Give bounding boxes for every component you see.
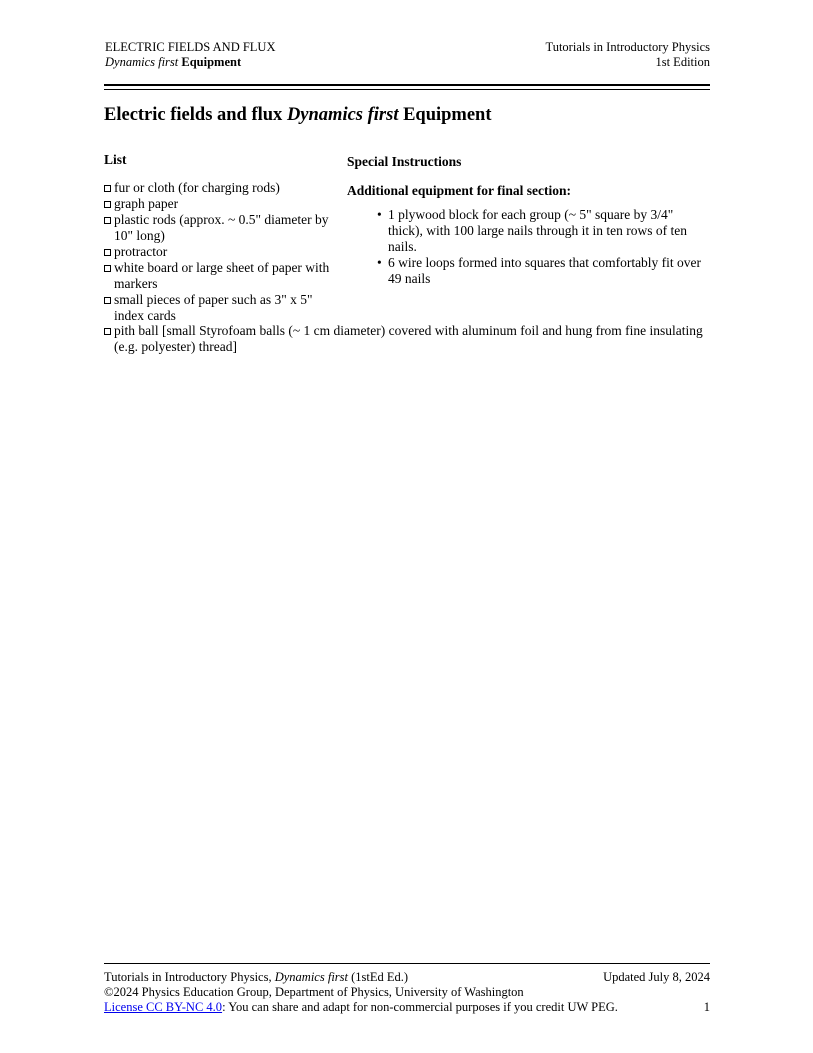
title-italic: Dynamics first bbox=[286, 105, 399, 125]
header-section-title: ELECTRIC FIELDS AND FLUX bbox=[105, 40, 276, 54]
title-prefix: Electric fields and flux bbox=[104, 105, 283, 125]
header-subtitle bbox=[105, 55, 276, 70]
title-suffix: Equipment bbox=[403, 105, 492, 125]
equipment-list-section bbox=[104, 151, 344, 324]
bullet-item: • 1 plywood block for each group (~ 5" square by 3/4" thick), with 100 large nails through it in ten rows of ten nails. bbox=[377, 207, 707, 255]
footer-citation-prefix: Tutorials in Introductory Physics, bbox=[104, 970, 272, 984]
page-footer bbox=[104, 970, 710, 1015]
footer-row-3 bbox=[104, 1000, 710, 1015]
special-instructions-section bbox=[347, 153, 707, 287]
list-item: protractor bbox=[104, 244, 344, 260]
footer-rule bbox=[104, 963, 710, 964]
additional-equipment-list bbox=[347, 207, 707, 287]
header-book-title: Tutorials in Introductory Physics bbox=[545, 40, 710, 54]
page-number: 1 bbox=[703, 1000, 710, 1014]
header-double-rule bbox=[104, 84, 710, 90]
page-title bbox=[104, 105, 492, 126]
list-item: small pieces of paper such as 3" x 5" index cards bbox=[104, 292, 344, 324]
running-header-right bbox=[546, 40, 710, 70]
equipment-list bbox=[104, 180, 344, 324]
footer-citation-italic: Dynamics first bbox=[274, 970, 348, 984]
list-item: fur or cloth (for charging rods) bbox=[104, 180, 344, 196]
footer-updated-date: Updated July 8, 2024 bbox=[603, 970, 710, 984]
header-edition: 1st Edition bbox=[655, 55, 710, 69]
footer-citation bbox=[104, 970, 408, 985]
footer-license bbox=[104, 1000, 618, 1015]
special-heading: Special Instructions bbox=[347, 154, 462, 169]
list-item: plastic rods (approx. ~ 0.5" diameter by 10" long) bbox=[104, 212, 344, 244]
list-item: graph paper bbox=[104, 196, 344, 212]
list-heading: List bbox=[104, 152, 127, 167]
header-subtitle-italic: Dynamics first bbox=[105, 55, 179, 69]
footer-citation-suffix: (1stEd Ed.) bbox=[351, 970, 409, 984]
equipment-list-wide bbox=[104, 323, 704, 355]
license-link[interactable]: License CC BY-NC 4.0 bbox=[104, 1000, 223, 1014]
additional-equipment-heading: Additional equipment for final section: bbox=[347, 183, 572, 198]
list-item: white board or large sheet of paper with markers bbox=[104, 260, 344, 292]
license-text: : You can share and adapt for non-commercial purposes if you credit UW PEG. bbox=[222, 1000, 618, 1014]
running-header-left bbox=[105, 40, 276, 70]
header-subtitle-bold: Equipment bbox=[181, 55, 242, 69]
footer-copyright: ©2024 Physics Education Group, Department of Physics, University of Washington bbox=[104, 985, 524, 999]
bullet-item: • 6 wire loops formed into squares that comfortably fit over 49 nails bbox=[377, 255, 707, 287]
list-item: pith ball [small Styrofoam balls (~ 1 cm diameter) covered with aluminum foil and hung from fine insulating (e.g. polyester) thread] bbox=[104, 323, 704, 355]
footer-row-1 bbox=[104, 970, 710, 985]
